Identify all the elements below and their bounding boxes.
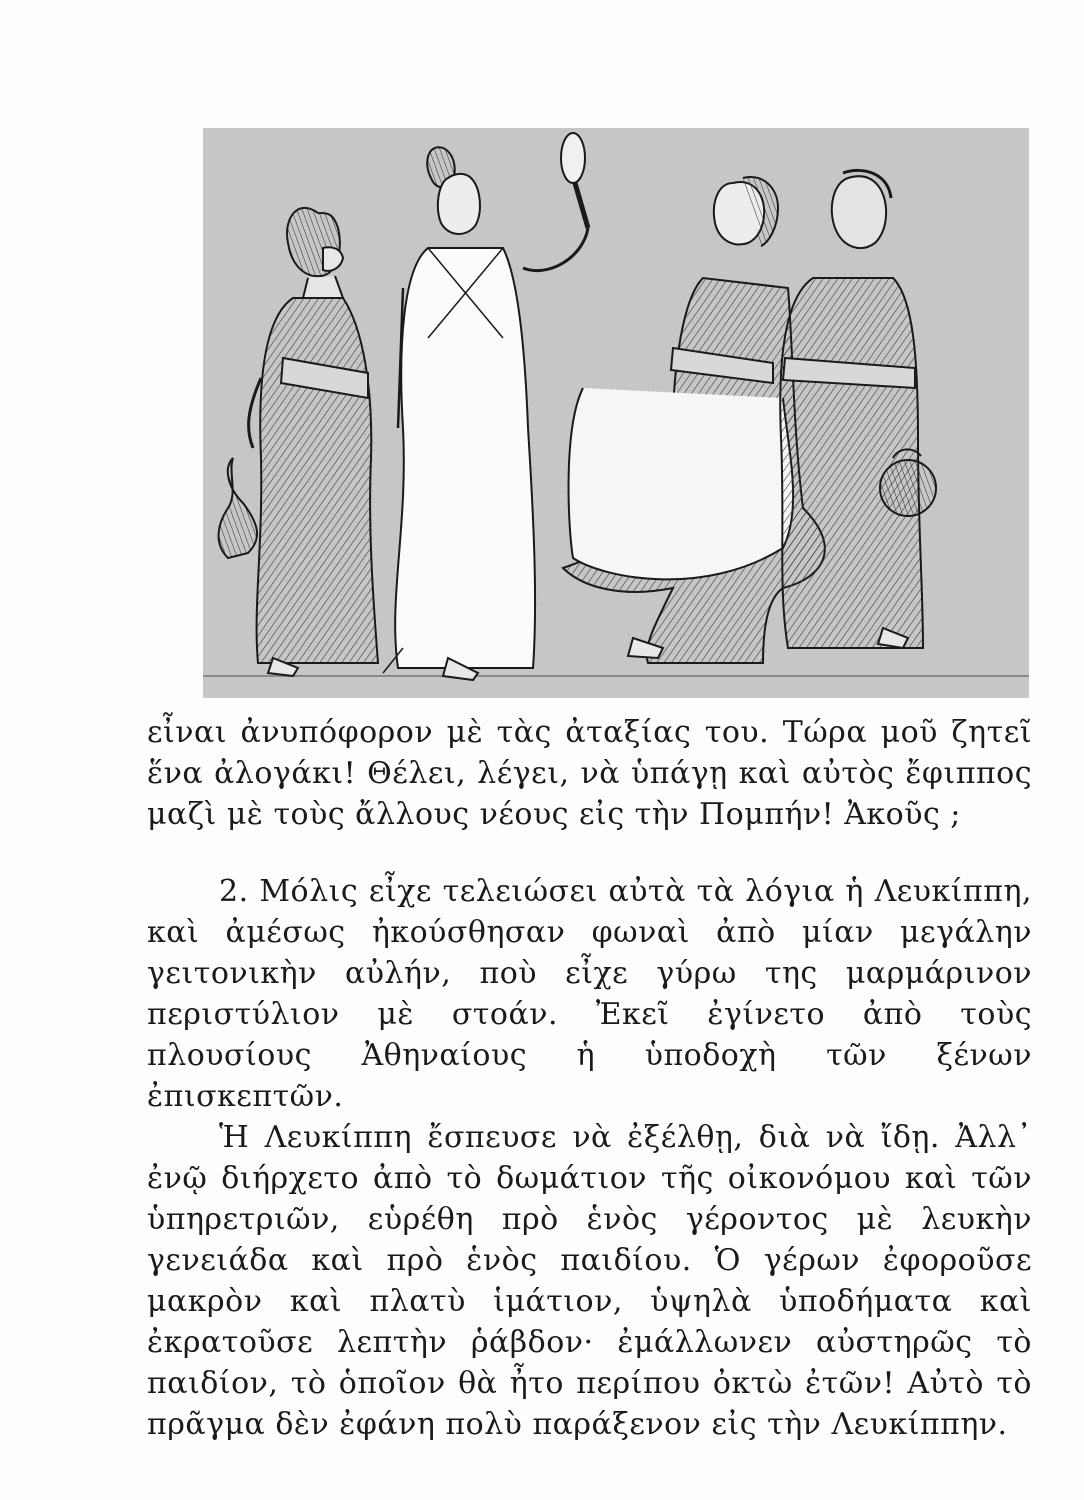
text-content [147,712,1032,1445]
paragraph-leukippe: Ἡ Λευκίππη ἔσπευσε νὰ ἐξέλθῃ, διὰ νὰ ἴδῃ. Ἀλλ᾽ ἐνῷ διήρχετο ἀπὸ τὸ δωμάτιον τῆς οἰκονόμου καὶ τῶν ὑπηρετριῶν, εὑρέθη πρὸ ἑνὸς γέροντος μὲ λευκὴν γενειάδα καὶ πρὸ ἑνὸς παιδίου. Ὁ γέρων ἐφοροῦσε μακρὸν καὶ πλατὺ ἱμάτιον, ὑψηλὰ ὑποδήματα καὶ ἐκρατοῦσε λεπτὴν ῥάβδον· ἐμάλλωνεν αὐστηρῶς τὸ παιδίον, τὸ ὁποῖον θὰ ἦτο περίπου ὀκτὼ ἐτῶν! Αὐτὸ τὸ πρᾶγμα δὲν ἐφάνη πολὺ παράξενον εἰς τὴν Λευκίππην. [147,1120,1032,1442]
paragraph-continuation: εἶναι ἀνυπόφορον μὲ τὰς ἀταξίας του. Τώρα μοῦ ζητεῖ ἕνα ἀλογάκι! Θέλει, λέγει, νὰ ὑπάγῃ καὶ αὐτὸς ἔφιππος μαζὶ μὲ τοὺς ἄλλους νέους εἰς τὴν Πομπήν! Ἀκοῦς ; [147,715,1032,832]
ancient-greek-women-engraving-icon [203,128,1029,698]
engraving-illustration [203,128,1029,698]
paragraph-numbered-2: 2. Μόλις εἶχε τελειώσει αὐτὰ τὰ λόγια ἡ Λευκίππη, καὶ ἀμέσως ἠκούσθησαν φωναὶ ἀπὸ μίαν μεγάλην γειτονικὴν αὐλήν, ποὺ εἶχε γύρω της μαρμάρινον περιστύλιον μὲ στοάν. Ἐκεῖ ἐγίνετο ἀπὸ τοὺς πλουσίους Ἀθηναίους ἡ ὑποδοχὴ τῶν ξένων ἐπισκεπτῶν. [147,874,1032,1114]
